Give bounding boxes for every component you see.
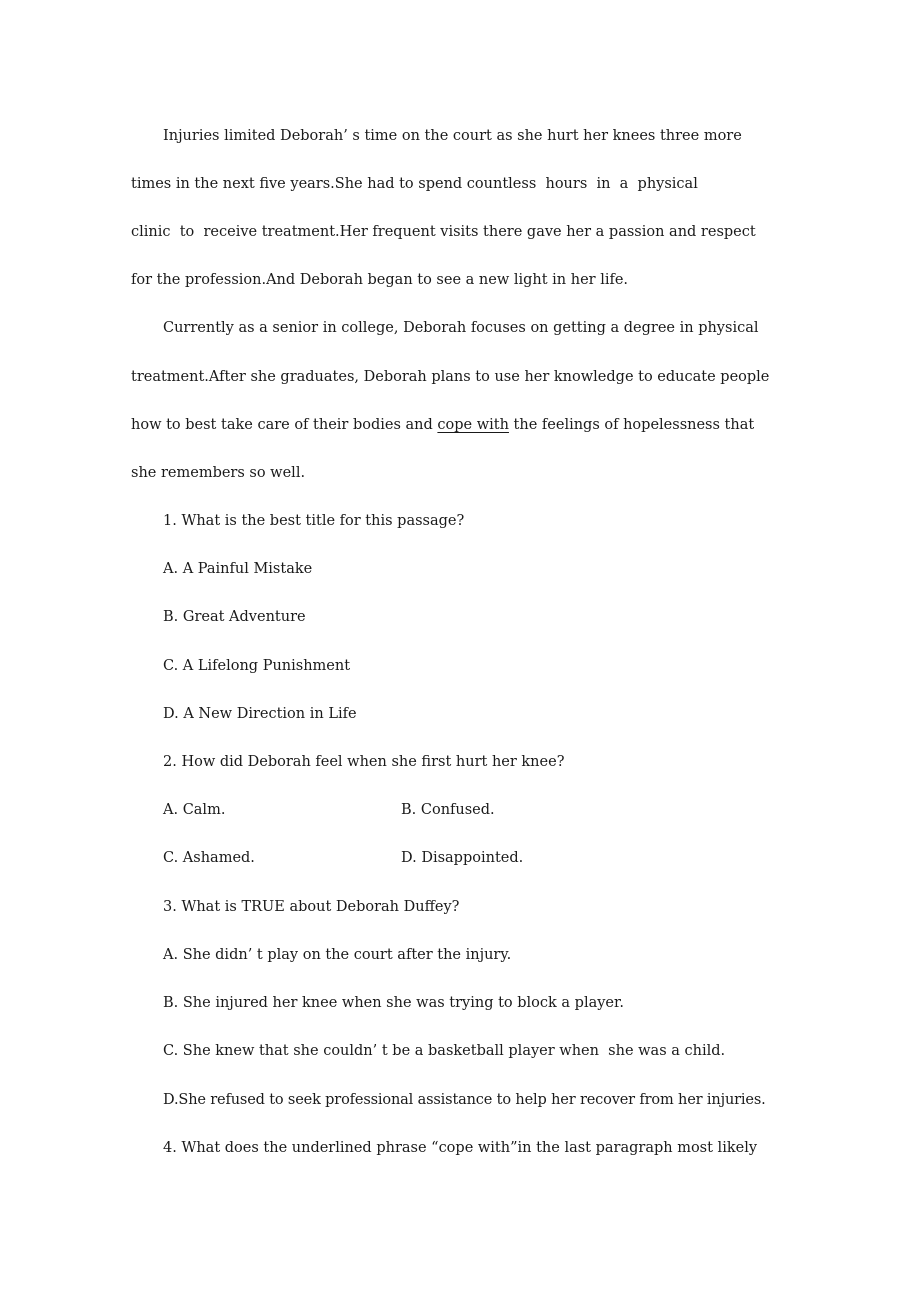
paragraph-2-line	[131, 415, 754, 435]
paragraph-1-line: Injuries limited Deborah’ s time on the court as she hurt her knees three more	[163, 128, 742, 144]
question-3-option-d: D.She refused to seek professional assistance to help her recover from her injuries.	[163, 1092, 766, 1108]
question-3-option-c: C. She knew that she couldn’ t be a basketball player when she was a child.	[163, 1043, 726, 1059]
question-3-stem: 3. What is TRUE about Deborah Duffey?	[163, 899, 460, 915]
question-1-option-b: B. Great Adventure	[163, 609, 306, 625]
question-2-option-d: D. Disappointed.	[401, 850, 524, 866]
question-2-stem: 2. How did Deborah feel when she first hurt her knee?	[163, 754, 565, 770]
paragraph-2-line: she remembers so well.	[131, 465, 306, 481]
question-1-option-a: A. A Painful Mistake	[163, 561, 313, 577]
question-1-option-c: C. A Lifelong Punishment	[163, 658, 351, 674]
paragraph-2-line: treatment.After she graduates, Deborah plans to use her knowledge to educate people	[131, 369, 770, 385]
question-3-option-a: A. She didn’ t play on the court after the injury.	[163, 947, 512, 963]
paragraph-1-line: times in the next five years.She had to spend countless hours in a physical	[131, 176, 698, 192]
question-1-option-d: D. A New Direction in Life	[163, 706, 357, 722]
underlined-phrase: cope with	[437, 417, 509, 433]
question-1-stem: 1. What is the best title for this passage?	[163, 513, 465, 529]
paragraph-1-line: for the profession.And Deborah began to see a new light in her life.	[131, 272, 629, 288]
question-4-stem: 4. What does the underlined phrase “cope with”in the last paragraph most likely	[163, 1140, 758, 1156]
question-2-option-c: C. Ashamed.	[163, 850, 255, 866]
question-2-option-b: B. Confused.	[401, 802, 495, 818]
question-2-option-a: A. Calm.	[163, 802, 226, 818]
paragraph-1-line: clinic to receive treatment.Her frequent visits there gave her a passion and respect	[131, 224, 756, 240]
question-3-option-b: B. She injured her knee when she was trying to block a player.	[163, 995, 624, 1011]
text-segment: the feelings of hopelessness that	[508, 417, 755, 433]
paragraph-2-line: Currently as a senior in college, Deborah focuses on getting a degree in physical	[163, 320, 759, 336]
text-segment: how to best take care of their bodies and	[131, 417, 438, 433]
